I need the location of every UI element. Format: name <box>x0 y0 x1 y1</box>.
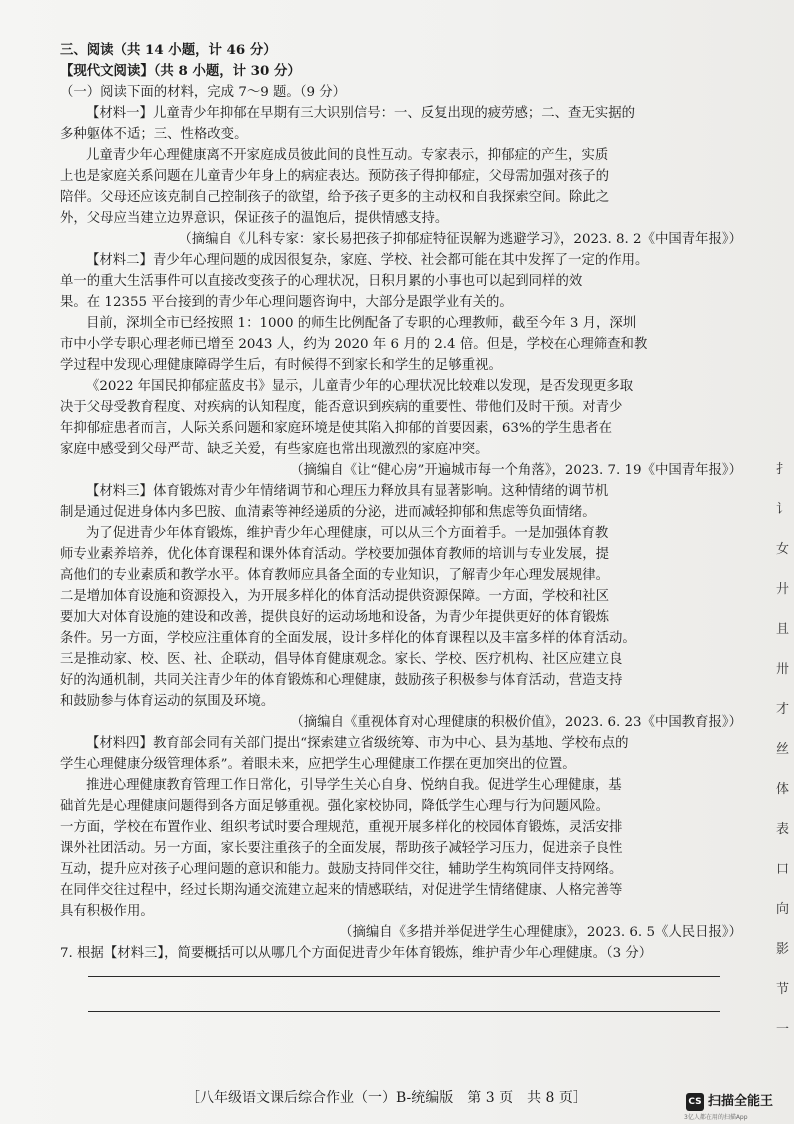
margin-char: 廾 <box>776 582 790 597</box>
material-2-line: 果。在 12355 平台接到的青少年心理问题咨询中，大部分是跟学业有关的。 <box>60 295 513 310</box>
material-3-line: 和鼓励参与体育运动的氛围及环境。 <box>60 694 275 709</box>
margin-char: 节 <box>776 982 790 997</box>
margin-char: 扌 <box>776 462 790 477</box>
margin-binding-fragments <box>776 460 794 1060</box>
margin-char: 影 <box>776 942 790 957</box>
margin-char: 女 <box>776 542 790 557</box>
material-3-line: 高他们的专业素质和教学水平。体育教师应具备全面的专业知识，了解青少年心理发展规律。 <box>60 568 610 583</box>
material-1-source: （摘编自《儿科专家：家长易把孩子抑郁症特征误解为逃避学习》，2023. 8. 2《中国青年报》） <box>178 232 742 247</box>
material-3-line: 师专业素养培养，优化体育课程和课外体育活动。学校要加强体育教师的培训与专业发展，提 <box>60 547 610 562</box>
material-3-line: 【材料三】体育锻炼对青少年情绪调节和心理压力释放具有显著影响。这种情绪的调节机 <box>86 484 609 499</box>
material-2-line: 学过程中发现心理健康障碍学生后，有时候得不到家长和学生的足够重视。 <box>60 358 502 373</box>
material-1-line: 儿童青少年心理健康离不开家庭成员彼此间的良性互动。专家表示，抑郁症的产生，实质 <box>86 148 609 163</box>
part-intro: （一）阅读下面的材料，完成 7～9 题。（9 分） <box>60 85 347 100</box>
margin-char: 向 <box>776 902 790 917</box>
material-3-line: 条件。另一方面，学校应注重体育的全面发展，设计多样化的体育课程以及丰富多样的体育活动。 <box>60 631 636 646</box>
material-4-line: 础首先是心理健康问题得到各方面足够重视。强化家校协同，降低学生心理与行为问题风险。 <box>60 799 610 814</box>
material-4-line: 互动，提升应对孩子心理问题的意识和能力。鼓励支持同伴交往，辅助学生构筑同伴支持网络。 <box>60 862 623 877</box>
exam-content <box>60 40 742 964</box>
answer-line-2[interactable] <box>88 1011 720 1012</box>
page-footer: ［八年级语文课后综合作业（一）B-统编版 第 3 页 共 8 页］ <box>186 1090 587 1106</box>
material-3-line: 制是通过促进身体内多巴胺、血清素等神经递质的分泌，进而减轻抑郁和焦虑等负面情绪。 <box>60 505 596 520</box>
material-3-line: 三是推动家、校、医、社、企联动，倡导体育健康观念。家长、学校、医疗机构、社区应建立良 <box>60 652 623 667</box>
material-3-line: 二是增加体育设施和资源投入，为开展多样化的体育活动提供资源保障。一方面，学校和社区 <box>60 589 610 604</box>
material-1-line: 多种躯体不适；三、性格改变。 <box>60 127 248 142</box>
material-4-line: 一方面，学校在布置作业、组织考试时要合理规范，重视开展多样化的校园体育锻炼，灵活安排 <box>60 820 623 835</box>
camscanner-brand: 扫描全能王 <box>708 1094 774 1109</box>
material-2-line: 决于父母受教育程度、对疾病的认知程度，能否意识到疾病的重要性、带他们及时干预。对青少 <box>60 400 623 415</box>
material-4-line: 学生心理健康分级管理体系”。着眼未来，应把学生心理健康工作摆在更加突出的位置。 <box>60 757 576 772</box>
section-title: 三、阅读（共 14 小题，计 46 分） <box>60 42 277 58</box>
material-2-line: 年抑郁症患者而言，人际关系问题和家庭环境是使其陷入抑郁的首要因素，63%的学生患者在 <box>60 421 612 436</box>
material-2-line: 目前，深圳全市已经按照 1：1000 的师生比例配备了专职的心理教师，截至今年 3 月，深圳 <box>86 316 637 331</box>
margin-char: 表 <box>776 822 790 837</box>
material-4-line: 具有积极作用。 <box>60 904 154 919</box>
margin-char: 才 <box>776 702 790 717</box>
material-2-source: （摘编自《让“健心房”开遍城市每一个角落》，2023. 7. 19《中国青年报》） <box>290 463 742 478</box>
margin-char: 讠 <box>776 502 790 517</box>
material-2-line: 单一的重大生活事件可以直接改变孩子的心理状况，日积月累的小事也可以起到同样的效 <box>60 274 583 289</box>
material-4-line: 【材料四】教育部会同有关部门提出“探索建立省级统筹、市为中心、县为基地、学校布点的 <box>86 736 629 751</box>
margin-char: 且 <box>776 622 790 637</box>
material-4-line: 课外社团活动。另一方面，家长要注重孩子的全面发展，帮助孩子减轻学习压力，促进亲子良性 <box>60 841 623 856</box>
material-4-source: （摘编自《多措并举促进学生心理健康》，2023. 6. 5《人民日报》） <box>339 925 742 940</box>
material-2-line: 市中小学专职心理老师已增至 2043 人，约为 2020 年 6 月的 2.4 倍。但是，学校在心理筛查和教 <box>60 337 648 352</box>
subsection-title: 【现代文阅读】（共 8 小题，计 30 分） <box>60 63 301 79</box>
camscanner-logo-icon: CS <box>686 1093 704 1111</box>
material-1-line: 外，父母应当建立边界意识，保证孩子的温饱后，提供情感支持。 <box>60 211 449 226</box>
margin-char: 一 <box>776 1022 790 1037</box>
material-4-line: 在同伴交往过程中，经过长期沟通交流建立起来的情感联结，对促进学生情绪健康、人格完善等 <box>60 883 623 898</box>
material-3-line: 要加大对体育设施的建设和改善，提供良好的运动场地和设备，为青少年提供更好的体育锻炼 <box>60 610 610 625</box>
material-3-line: 好的沟通机制，共同关注青少年的体育锻炼和心理健康，鼓励孩子积极参与体育活动，营造支持 <box>60 673 623 688</box>
material-2-line: 【材料二】青少年心理问题的成因很复杂，家庭、学校、社会都可能在其中发挥了一定的作用。 <box>86 253 649 268</box>
material-1-line: 陪伴。父母还应该克制自己控制孩子的欲望，给予孩子更多的主动权和自我探索空间。除此之 <box>60 190 610 205</box>
margin-char: 卅 <box>776 662 790 677</box>
material-3-source: （摘编自《重视体育对心理健康的积极价值》，2023. 6. 23《中国教育报》） <box>290 715 742 730</box>
material-2-line: 家庭中感受到父母严苛、缺乏关爱，有些家庭也常出现激烈的家庭冲突。 <box>60 442 489 457</box>
material-4-line: 推进心理健康教育管理工作日常化，引导学生关心自身、悦纳自我。促进学生心理健康，基 <box>86 778 622 793</box>
material-2-line: 《2022 年国民抑郁症蓝皮书》显示，儿童青少年的心理状况比较难以发现，是否发现更多取 <box>86 379 634 394</box>
margin-char: 口 <box>776 862 790 877</box>
margin-char: 丝 <box>776 742 790 757</box>
material-1-line: 上也是家庭关系问题在儿童青少年身上的病症表达。预防孩子得抑郁症，父母需加强对孩子的 <box>60 169 610 184</box>
margin-char: 体 <box>776 782 790 797</box>
material-1-line: 【材料一】儿童青少年抑郁在早期有三大识别信号：一、反复出现的疲劳感；二、查无实据的 <box>86 106 636 121</box>
answer-line-1[interactable] <box>88 976 720 977</box>
question-7: 7. 根据【材料三】，简要概括可以从哪几个方面促进青少年体育锻炼，维护青少年心理健康。（3 分） <box>60 946 653 961</box>
material-3-line: 为了促进青少年体育锻炼，维护青少年心理健康，可以从三个方面着手。一是加强体育教 <box>86 526 609 541</box>
camscanner-tagline: 3亿人都在用的扫描App <box>684 1114 748 1121</box>
